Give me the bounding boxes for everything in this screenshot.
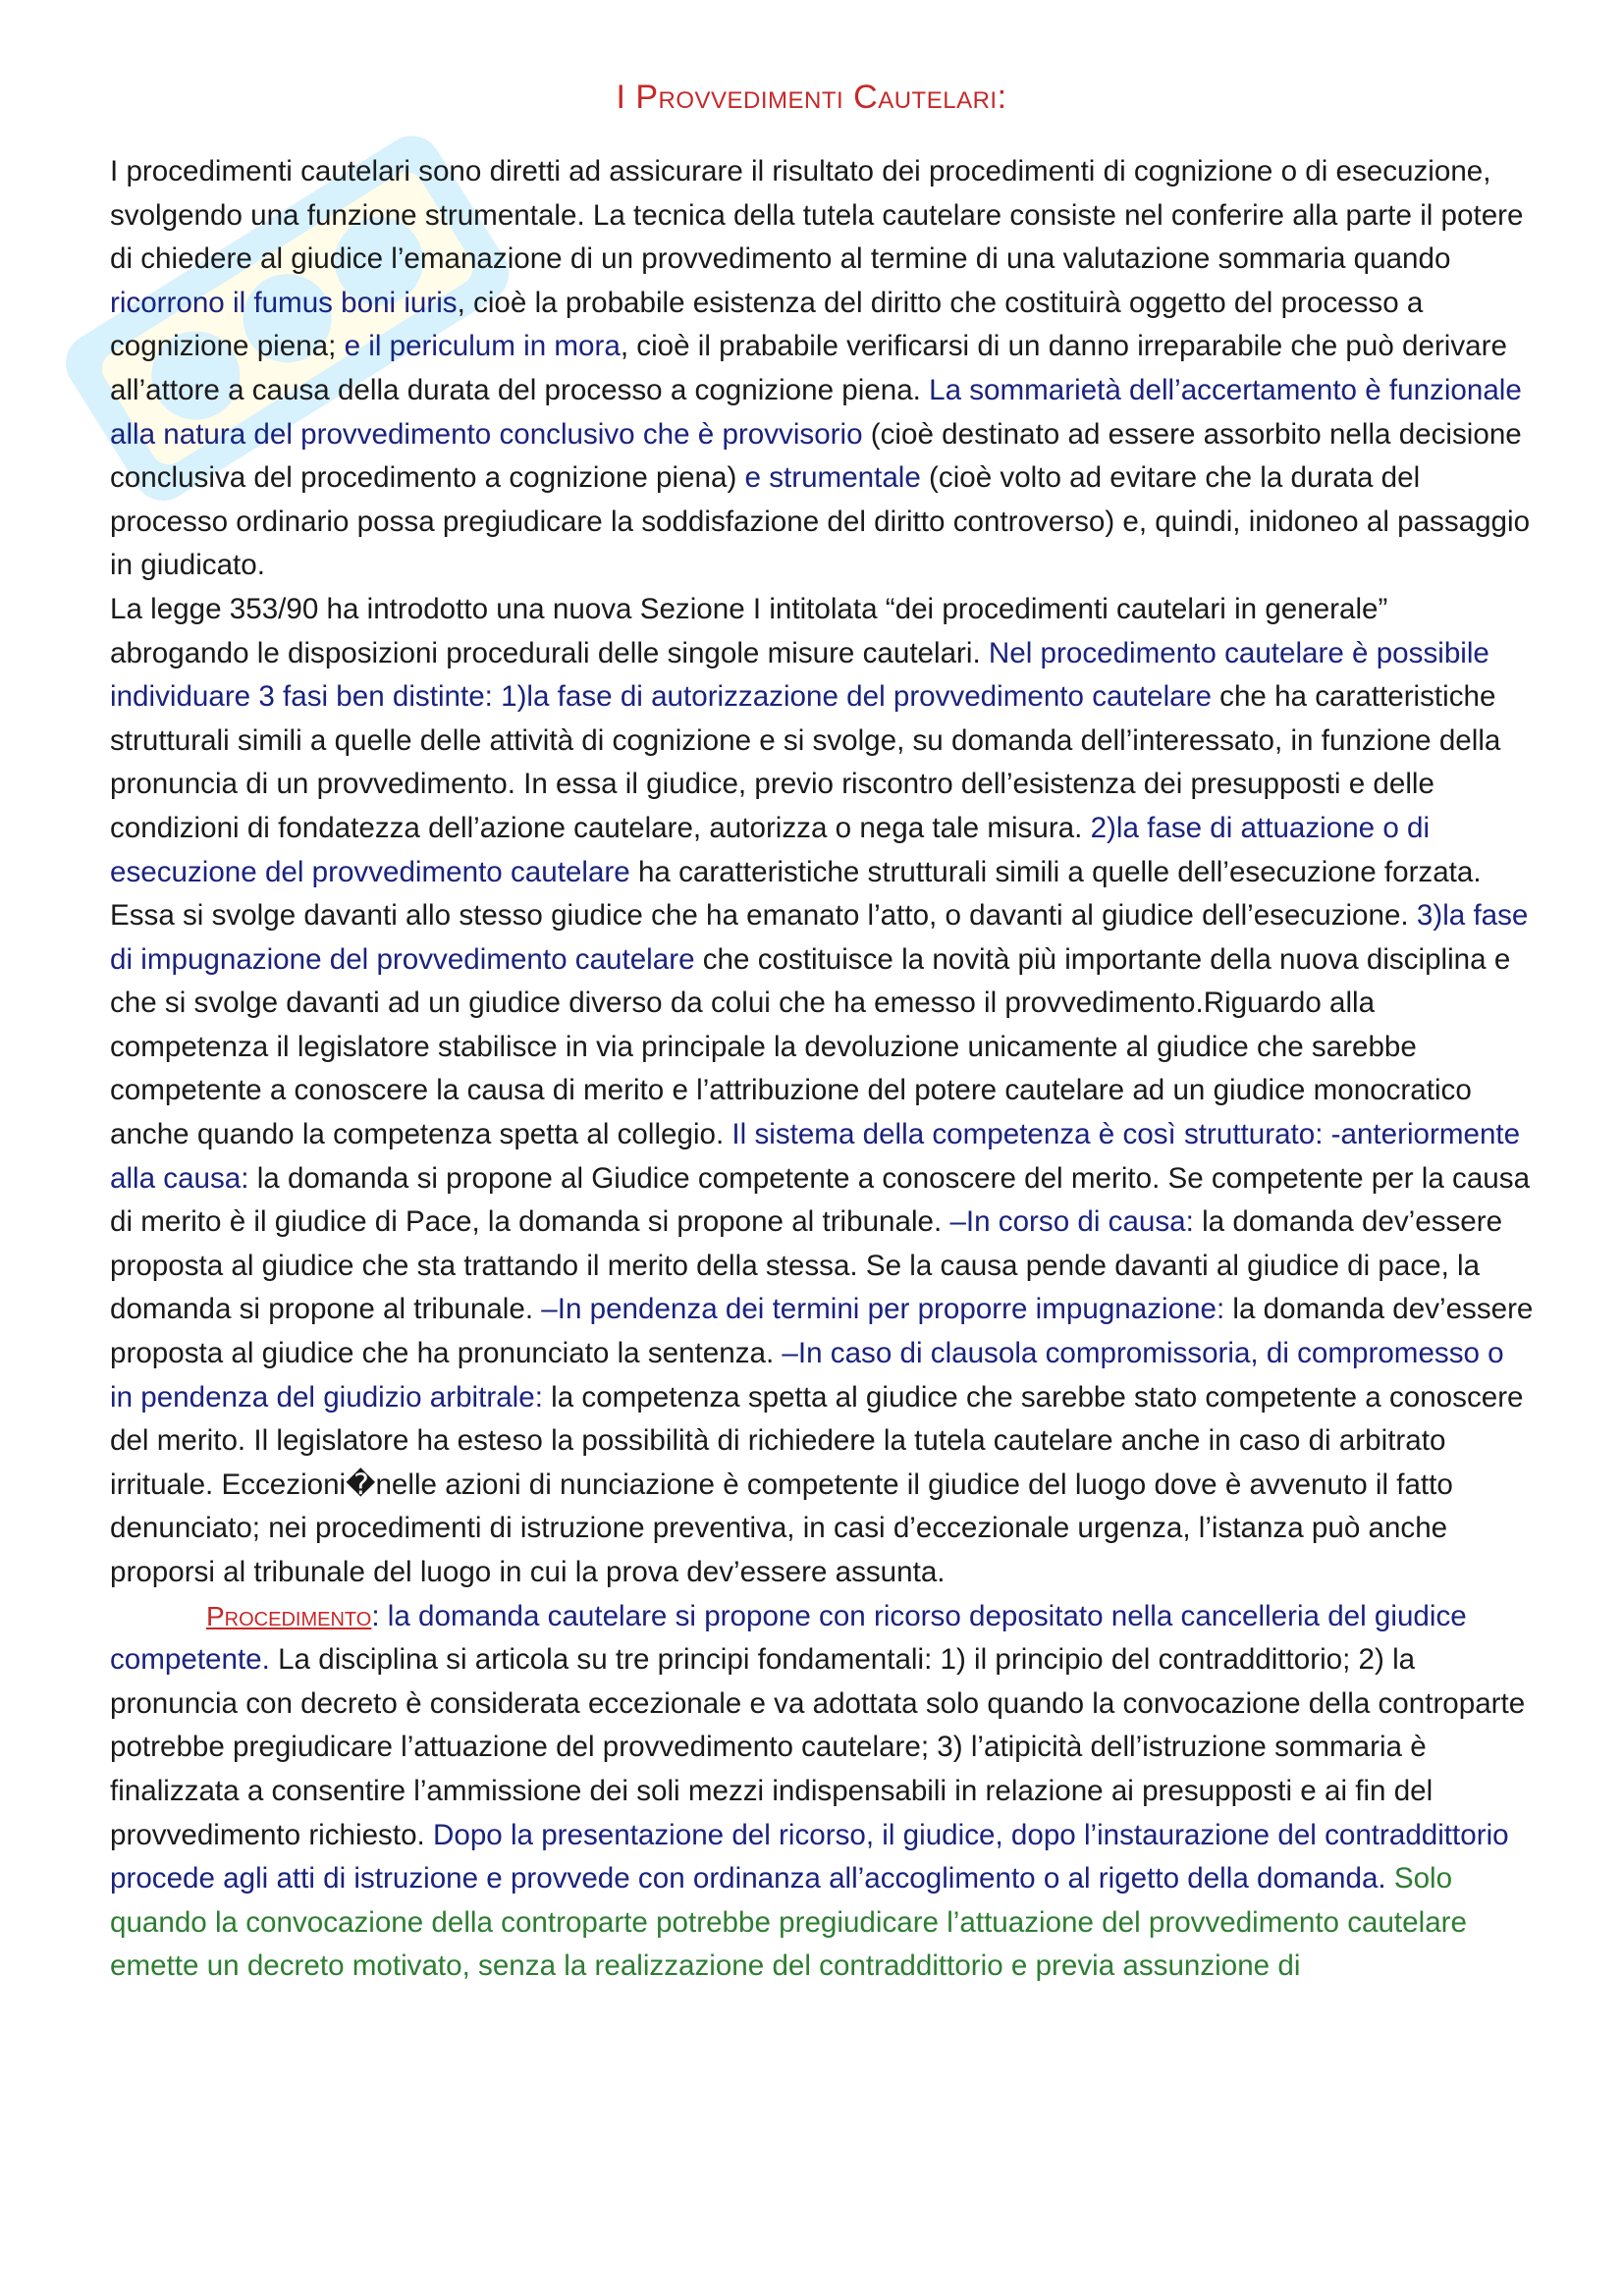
- text-run-black: (cioè volto ad evitare che la durata del processo ordinario possa pregiudicare la soddisfazione del diritto controverso) e, quindi, inidoneo al passaggio in giudicato.: [110, 461, 1531, 582]
- text-run-blue: e il periculum in mora: [344, 330, 621, 363]
- text-run-blue: e strumentale: [744, 461, 921, 495]
- text-run-black: La legge 353/90 ha introdotto una nuova Sezione I intitolata “dei procedimenti cautelari in generale” abrogando le disposizioni procedurali delle singole misure cautelari.: [110, 592, 1388, 669]
- text-run-blue: : la domanda cautelare si propone con ricorso depositato nella cancelleria del giudice competente.: [110, 1599, 1467, 1677]
- page-title: I Provvedimenti Cautelari:: [616, 79, 1007, 116]
- text-run-blue: ricorrono il fumus boni iuris: [110, 286, 458, 319]
- text-run-blue: –In pendenza dei termini per proporre impugnazione:: [541, 1293, 1225, 1326]
- text-run-black: la domanda dev’essere proposta al giudice che ha pronunciato la sentenza.: [110, 1293, 1534, 1370]
- text-run-black: , cioè la probabile esistenza del diritto che costituirà oggetto del processo a cognizione piena;: [110, 286, 1424, 363]
- text-run-blue: Il sistema della competenza è così strutturato: -anteriormente alla causa:: [110, 1118, 1521, 1195]
- text-run-black: (cioè destinato ad essere assorbito nella decisione conclusiva del procedimento a cognizione piena): [110, 417, 1522, 495]
- paragraph-intro: [110, 150, 1534, 588]
- text-run-black: La disciplina si articola su tre principi fondamentali: 1) il principio del contraddittorio; 2) la pronuncia con decreto è considerata eccezionale e va adottata solo quando la convocazione della controparte potrebbe pregiudicare l’attuazione del provvedimento cautelare; 3) l’atipicità dell’istruzione sommaria è finalizzata a consentire l’ammissione dei soli mezzi indispensabili in relazione ai presupposti e ai fin del provvedimento richiesto.: [110, 1643, 1526, 1851]
- text-run-blue: La sommarietà dell’accertamento è funzionale alla natura del provvedimento conclusivo che è provvisorio: [110, 373, 1522, 451]
- text-run-blue: –In corso di causa:: [949, 1205, 1194, 1239]
- section-label-procedimento: Procedimento: [206, 1600, 372, 1631]
- text-run-black: la domanda si propone al Giudice competente a conoscere del merito. Se competente per la causa di merito è il giudice di Pace, la domanda si propone al tribunale.: [110, 1161, 1531, 1239]
- text-run-blue: Dopo la presentazione del ricorso, il giudice, dopo l’instaurazione del contraddittorio procede agli atti di istruzione e provvede con ordinanza all’accoglimento o al rigetto della domanda.: [110, 1818, 1509, 1896]
- paragraph-legge: [110, 588, 1534, 1595]
- text-run-blue: –In caso di clausola compromissoria, di compromesso o in pendenza del giudizio arbitrale:: [110, 1337, 1504, 1414]
- text-run-blue: 3)la fase di impugnazione del provvedimento cautelare: [110, 899, 1529, 976]
- text-run-green: Solo quando la convocazione della controparte potrebbe pregiudicare l’attuazione del provvedimento cautelare emette un decreto motivato, senza la realizzazione del contraddittorio e previa assunzione di: [110, 1862, 1467, 1983]
- text-run-black: che ha caratteristiche strutturali simili a quelle delle attività di cognizione e si svolge, su domanda dell’interessato, in funzione della pronuncia di un provvedimento. In essa il giudice, previo riscontro dell’esistenza dei presupposti e delle condizioni di fondatezza dell’azione cautelare, autorizza o nega tale misura.: [110, 680, 1501, 844]
- text-run-black: la domanda dev’essere proposta al giudice che sta trattando il merito della stessa. Se la causa pende davanti al giudice di pace, la domanda si propone al tribunale.: [110, 1205, 1503, 1326]
- paragraph-procedimento: [110, 1595, 1534, 1989]
- text-run-black: che costituisce la novità più importante della nuova disciplina e che si svolge davanti ad un giudice diverso da colui che ha emesso il provvedimento.Riguardo alla competenza il legislatore stabilisce in via principale la devoluzione unicamente al giudice che sarebbe competente a conoscere la causa di merito e l’attribuzione del potere cautelare ad un giudice monocratico anche quando la competenza spetta al collegio.: [110, 942, 1511, 1151]
- text-run-blue: 2)la fase di attuazione o di esecuzione del provvedimento cautelare: [110, 811, 1431, 888]
- text-run-black: la competenza spetta al giudice che sarebbe stato competente a conoscere del merito. Il legislatore ha esteso la possibilità di richiedere la tutela cautelare anche in caso di arbitrato irrituale. Eccezioni�nelle azioni di nunciazione è competente il giudice del luogo dove è avvenuto il fatto denunciato; nei procedimenti di istruzione preventiva, in casi d’eccezionale urgenza, l’istanza può anche proporsi al tribunale del luogo in cui la prova dev’essere assunta.: [110, 1380, 1524, 1588]
- text-run-black: ha caratteristiche strutturali simili a quelle dell’esecuzione forzata. Essa si svolge davanti allo stesso giudice che ha emanato l’atto, o davanti al giudice dell’esecuzione.: [110, 855, 1482, 933]
- text-run-blue: Nel procedimento cautelare è possibile individuare 3 fasi ben distinte: 1)la fase di autorizzazione del provvedimento cautelare: [110, 636, 1489, 714]
- document-body: [110, 150, 1534, 1989]
- text-run-black: I procedimenti cautelari sono diretti ad assicurare il risultato dei procedimenti di cognizione o di esecuzione, svolgendo una funzione strumentale. La tecnica della tutela cautelare consiste nel conferire alla parte il potere di chiedere al giudice l’emanazione di un provvedimento al termine di una valutazione sommaria quando: [110, 155, 1524, 276]
- text-run-black: , cioè il prababile verificarsi di un danno irreparabile che può derivare all’attore a causa della durata del processo a cognizione piena.: [110, 330, 1507, 406]
